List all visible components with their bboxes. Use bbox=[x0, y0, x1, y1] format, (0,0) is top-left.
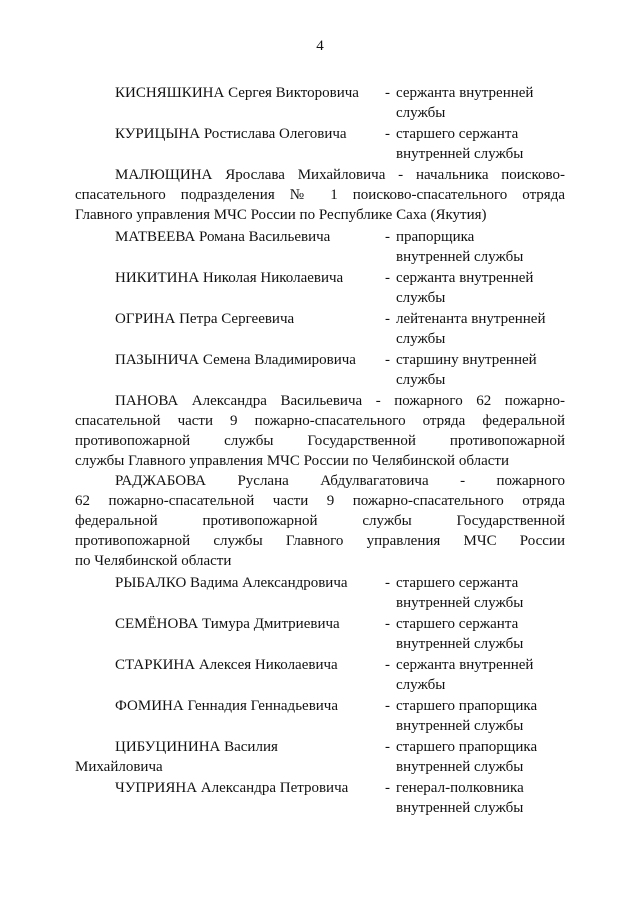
entry-dash: - bbox=[385, 698, 390, 714]
recipient-rank bbox=[396, 737, 576, 777]
rank-line: внутренней службы bbox=[396, 249, 524, 265]
rank-line: старшего прапорщика bbox=[396, 739, 538, 755]
rank-line: службы bbox=[396, 290, 446, 306]
rank-line: внутренней службы bbox=[396, 759, 524, 775]
paragraph-line: 62 пожарно-спасательной части 9 пожарно-спасательного отряда bbox=[75, 493, 565, 509]
recipient-rank bbox=[396, 124, 576, 164]
award-entry bbox=[0, 268, 640, 308]
rank-line: старшину внутренней bbox=[396, 352, 537, 368]
rank-line: старшего сержанта bbox=[396, 575, 519, 591]
entry-dash: - bbox=[385, 616, 390, 632]
rank-line: сержанта внутренней bbox=[396, 657, 534, 673]
award-entry bbox=[0, 614, 640, 654]
rank-line: старшего прапорщика bbox=[396, 698, 538, 714]
page-number: 4 bbox=[316, 38, 324, 54]
recipient-name: ЧУПРИЯНА Александра Петровича bbox=[115, 780, 349, 796]
rank-line: службы bbox=[396, 331, 446, 347]
paragraph-line: Главного управления МЧС России по Республике Саха (Якутия) bbox=[75, 207, 487, 223]
rank-line: внутренней службы bbox=[396, 595, 524, 611]
entry-dash: - bbox=[385, 575, 390, 591]
rank-line: прапорщика bbox=[396, 229, 475, 245]
recipient-name: КУРИЦЫНА Ростислава Олеговича bbox=[115, 126, 347, 142]
recipient-rank bbox=[396, 309, 576, 349]
recipient-name: СТАРКИНА Алексея Николаевича bbox=[115, 657, 338, 673]
recipient-rank bbox=[396, 227, 576, 267]
award-entry bbox=[0, 124, 640, 164]
entry-dash: - bbox=[385, 780, 390, 796]
recipient-name: КИСНЯШКИНА Сергея Викторовича bbox=[115, 85, 359, 101]
entry-dash: - bbox=[385, 657, 390, 673]
award-entry bbox=[0, 655, 640, 695]
entry-dash: - bbox=[385, 311, 390, 327]
recipient-name: РЫБАЛКО Вадима Александровича bbox=[115, 575, 348, 591]
recipient-name: НИКИТИНА Николая Николаевича bbox=[115, 270, 344, 286]
recipient-name: ФОМИНА Геннадия Геннадьевича bbox=[115, 698, 339, 714]
rank-line: внутренней службы bbox=[396, 718, 524, 734]
paragraph-line: спасательной части 9 пожарно-спасательного отряда федеральной bbox=[75, 413, 565, 429]
entry-dash: - bbox=[385, 270, 390, 286]
award-paragraph bbox=[75, 165, 565, 225]
entry-dash: - bbox=[385, 352, 390, 368]
recipient-name-continued: Михайловича bbox=[75, 759, 163, 775]
recipient-name: СЕМЁНОВА Тимура Дмитриевича bbox=[115, 616, 340, 632]
paragraph-line: РАДЖАБОВА Руслана Абдулвагатовича - пожарного bbox=[115, 473, 565, 489]
award-entry bbox=[0, 309, 640, 349]
award-entry bbox=[0, 778, 640, 818]
rank-line: лейтенанта внутренней bbox=[396, 311, 546, 327]
award-paragraph bbox=[75, 471, 565, 571]
award-entry bbox=[0, 83, 640, 123]
paragraph-line: службы Главного управления МЧС России по Челябинской области bbox=[75, 453, 509, 469]
rank-line: службы bbox=[396, 372, 446, 388]
recipient-name: ОГРИНА Петра Сергеевича bbox=[115, 311, 295, 327]
recipient-name: МАТВЕЕВА Романа Васильевича bbox=[115, 229, 331, 245]
recipient-rank bbox=[396, 83, 576, 123]
award-paragraph bbox=[75, 391, 565, 471]
paragraph-line: по Челябинской области bbox=[75, 553, 232, 569]
entry-dash: - bbox=[385, 739, 390, 755]
recipient-rank bbox=[396, 778, 576, 818]
recipient-name: ПАЗЫНИЧА Семена Владимировича bbox=[115, 352, 356, 368]
award-entry bbox=[0, 350, 640, 390]
paragraph-line: федеральной противопожарной службы Государственной bbox=[75, 513, 565, 529]
paragraph-line: МАЛЮЩИНА Ярослава Михайловича - начальника поисково- bbox=[115, 167, 565, 183]
recipient-rank bbox=[396, 350, 576, 390]
rank-line: генерал-полковника bbox=[396, 780, 524, 796]
recipient-rank bbox=[396, 614, 576, 654]
entry-dash: - bbox=[385, 126, 390, 142]
rank-line: старшего сержанта bbox=[396, 126, 519, 142]
recipient-rank bbox=[396, 573, 576, 613]
rank-line: сержанта внутренней bbox=[396, 270, 534, 286]
award-entry bbox=[0, 227, 640, 267]
paragraph-line: противопожарной службы Главного управления МЧС России bbox=[75, 533, 565, 549]
rank-line: внутренней службы bbox=[396, 146, 524, 162]
rank-line: старшего сержанта bbox=[396, 616, 519, 632]
rank-line: внутренней службы bbox=[396, 800, 524, 816]
recipient-name: ЦИБУЦИНИНА Василия bbox=[115, 739, 278, 755]
recipient-rank bbox=[396, 696, 576, 736]
entry-dash: - bbox=[385, 85, 390, 101]
paragraph-line: противопожарной службы Государственной противопожарной bbox=[75, 433, 565, 449]
rank-line: службы bbox=[396, 105, 446, 121]
award-entry bbox=[0, 573, 640, 613]
rank-line: службы bbox=[396, 677, 446, 693]
entry-dash: - bbox=[385, 229, 390, 245]
award-entry bbox=[0, 737, 640, 777]
rank-line: сержанта внутренней bbox=[396, 85, 534, 101]
award-entry bbox=[0, 696, 640, 736]
paragraph-line: ПАНОВА Александра Васильевича - пожарного 62 пожарно- bbox=[115, 393, 565, 409]
recipient-rank bbox=[396, 268, 576, 308]
recipient-rank bbox=[396, 655, 576, 695]
rank-line: внутренней службы bbox=[396, 636, 524, 652]
paragraph-line: спасательного подразделения № 1 поисково-спасательного отряда bbox=[75, 187, 565, 203]
